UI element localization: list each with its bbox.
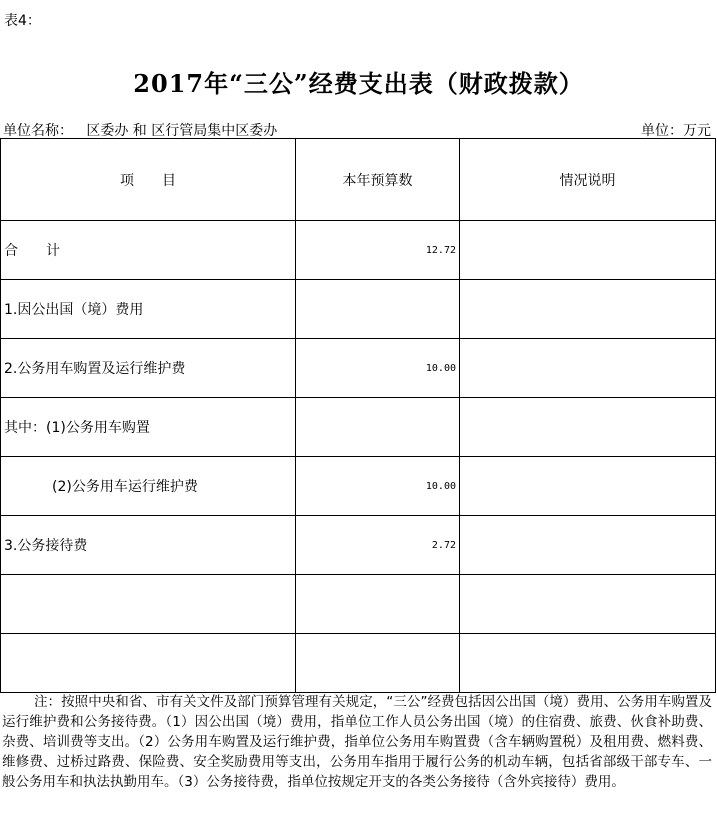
row-remark	[460, 575, 716, 634]
row-item: 其中：(1)公务用车购置	[1, 398, 296, 457]
row-remark	[460, 457, 716, 516]
table-row	[1, 339, 716, 398]
table-row	[1, 457, 716, 516]
row-remark	[460, 221, 716, 280]
row-item: 合 计	[1, 221, 296, 280]
table-row	[1, 280, 716, 339]
row-item	[1, 634, 296, 693]
table-header-row	[1, 139, 716, 221]
table-row	[1, 221, 716, 280]
row-budget	[296, 398, 460, 457]
header-remark: 情况说明	[460, 139, 716, 221]
header-item: 项 目	[1, 139, 296, 221]
row-item: 1.因公出国（境）费用	[1, 280, 296, 339]
row-budget	[296, 280, 460, 339]
expense-table	[0, 138, 716, 693]
row-budget: 2.72	[296, 516, 460, 575]
row-item: 3.公务接待费	[1, 516, 296, 575]
row-item	[1, 575, 296, 634]
footnote: 注：按照中央和省、市有关文件及部门预算管理有关规定，“三公”经费包括因公出国（境）费用、公务用车购置及运行维护费和公务接待费。（1）因公出国（境）费用，指单位工作人员公务出国（境）的住宿费、旅费、伙食补助费、杂费、培训费等支出。（2）公务用车购置及运行维护费，指单位公务用车购置费（含车辆购置税）及租用费、燃料费、维修费、过桥过路费、保险费、安全奖励费用等支出，公务用车指用于履行公务的机动车辆，包括省部级干部专车、一般公务用车和执法执勤用车。（3）公务接待费，指单位按规定开支的各类公务接待（含外宾接待）费用。	[2, 694, 712, 790]
table-number: 表4：	[4, 13, 41, 29]
header-budget: 本年预算数	[296, 139, 460, 221]
unit-label: 单位：万元	[641, 123, 711, 139]
row-remark	[460, 634, 716, 693]
row-remark	[460, 280, 716, 339]
row-budget	[296, 575, 460, 634]
row-budget: 12.72	[296, 221, 460, 280]
row-budget	[296, 634, 460, 693]
row-budget: 10.00	[296, 457, 460, 516]
table-row	[1, 398, 716, 457]
page-title: 2017年“三公”经费支出表（财政拨款）	[133, 69, 584, 98]
row-remark	[460, 339, 716, 398]
row-remark	[460, 516, 716, 575]
table-row	[1, 634, 716, 693]
row-budget: 10.00	[296, 339, 460, 398]
table-row	[1, 516, 716, 575]
unit-name-label: 单位名称： 区委办 和 区行管局集中区委办	[3, 123, 278, 139]
row-item: (2)公务用车运行维护费	[1, 457, 296, 516]
row-item: 2.公务用车购置及运行维护费	[1, 339, 296, 398]
table-row	[1, 575, 716, 634]
row-remark	[460, 398, 716, 457]
